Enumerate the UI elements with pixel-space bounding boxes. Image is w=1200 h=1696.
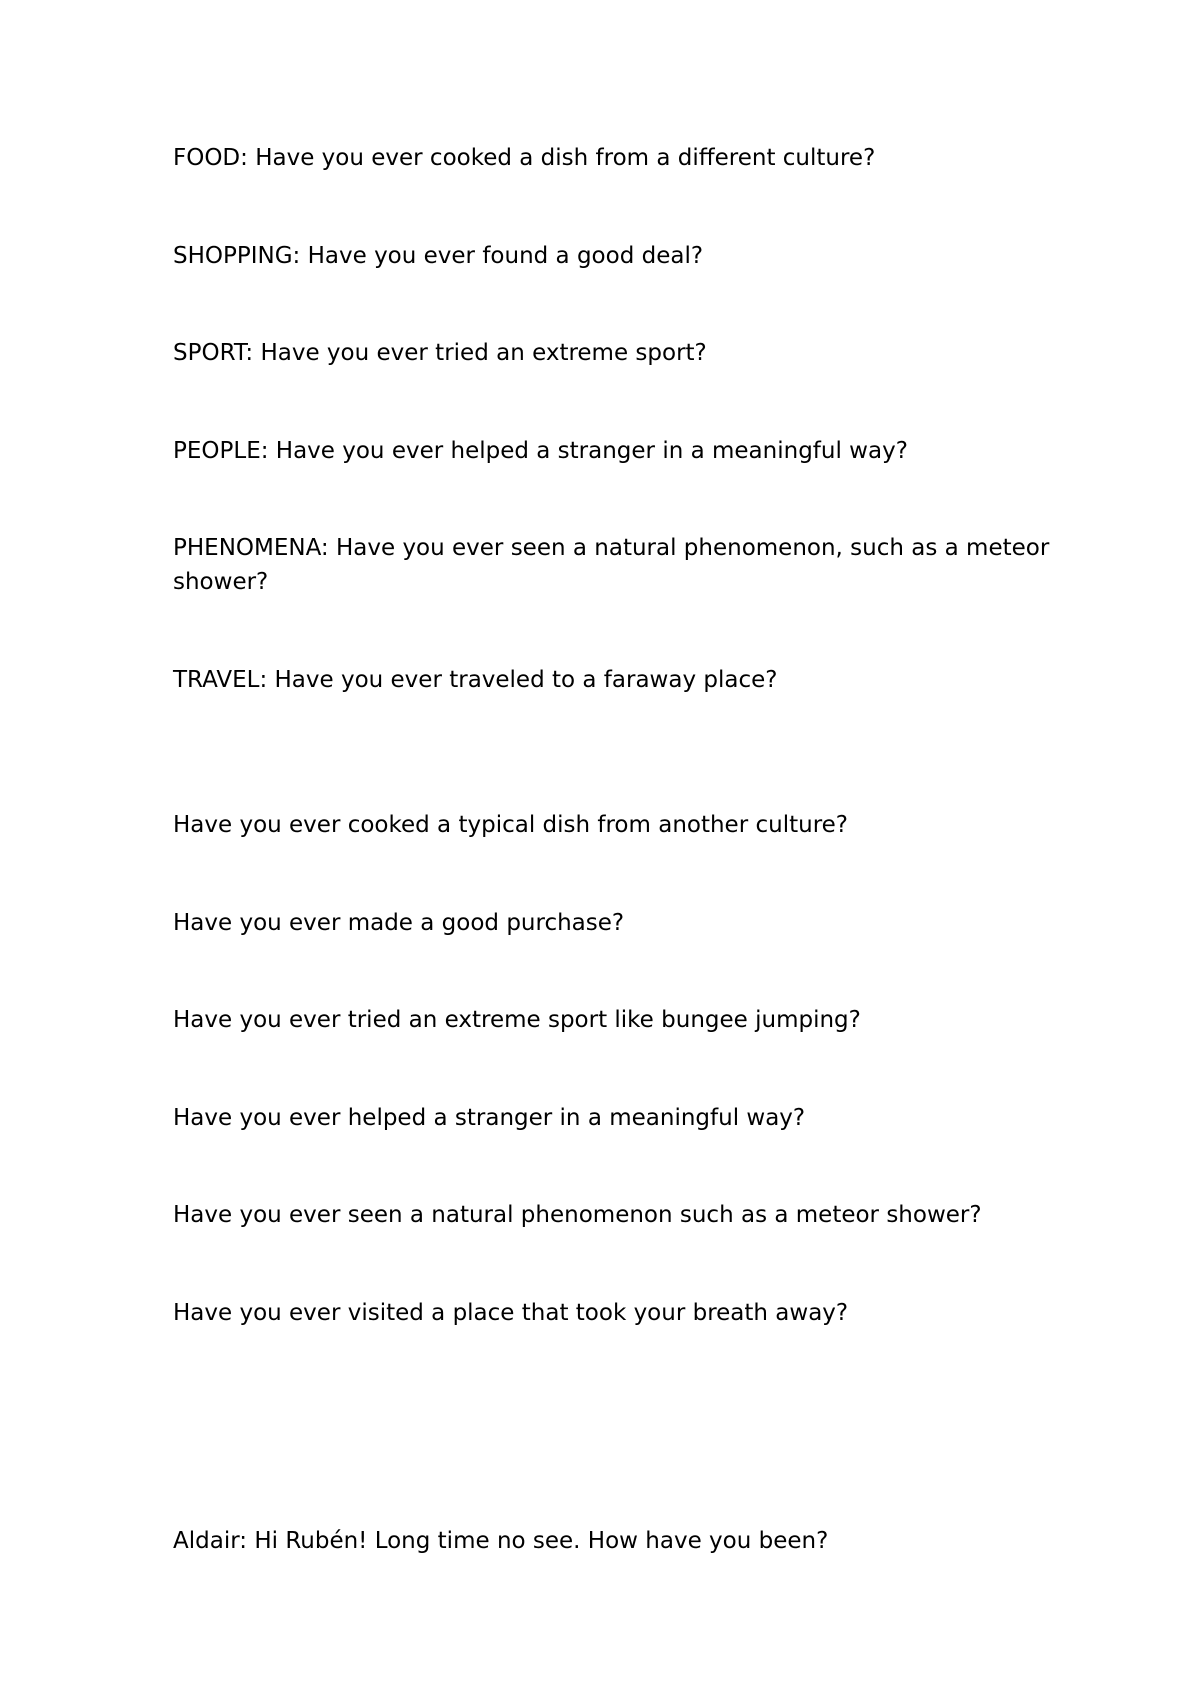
question-people: Have you ever helped a stranger in a meaningful way?	[173, 1105, 806, 1131]
question-shopping: Have you ever made a good purchase?	[173, 910, 625, 936]
question-sport: Have you ever tried an extreme sport like bungee jumping?	[173, 1007, 861, 1033]
category-question-food: FOOD: Have you ever cooked a dish from a different culture?	[173, 145, 876, 171]
dialogue-line: Aldair: Hi Rubén! Long time no see. How have you been?	[173, 1528, 829, 1554]
category-question-people: PEOPLE: Have you ever helped a stranger in a meaningful way?	[173, 438, 908, 464]
category-question-travel: TRAVEL: Have you ever traveled to a faraway place?	[173, 667, 778, 693]
question-food: Have you ever cooked a typical dish from another culture?	[173, 812, 848, 838]
question-phenomena: Have you ever seen a natural phenomenon such as a meteor shower?	[173, 1202, 982, 1228]
category-question-shopping: SHOPPING: Have you ever found a good deal?	[173, 243, 704, 269]
category-question-phenomena: PHENOMENA: Have you ever seen a natural phenomenon, such as a meteor shower?	[173, 535, 1050, 595]
category-question-sport: SPORT: Have you ever tried an extreme sport?	[173, 340, 707, 366]
question-travel: Have you ever visited a place that took your breath away?	[173, 1300, 849, 1326]
